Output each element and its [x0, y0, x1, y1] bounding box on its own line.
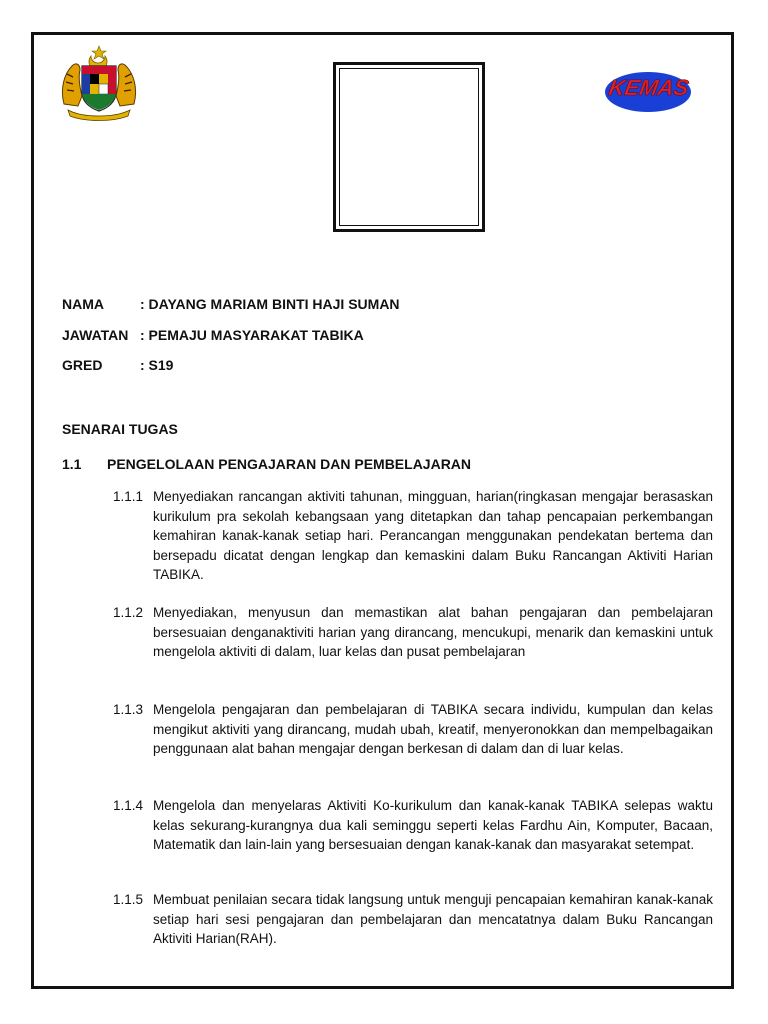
item-number: 1.1.2	[113, 605, 144, 620]
item-number: 1.1.5	[113, 892, 144, 907]
nama-value: : DAYANG MARIAM BINTI HAJI SUMAN	[140, 296, 400, 312]
coat-of-arms-icon	[58, 44, 140, 122]
gred-label: GRED	[62, 357, 103, 373]
item-text: Mengelola dan menyelaras Aktiviti Ko-kurikulum dan kanak-kanak TABIKA selepas waktu kelas sekurang-kurangnya dua kali seminggu seperti kelas Fardhu Ain, Komputer, Bacaan, Matematik dan lain-lain yang bersesuaian dengan kanak-kanak dan masyarakat setempat.	[153, 798, 713, 852]
senarai-tugas-heading: SENARAI TUGAS	[62, 421, 178, 437]
gred-value: : S19	[140, 357, 174, 373]
item-text: Mengelola pengajaran dan pembelajaran di TABIKA secara individu, kumpulan dan kelas mengikut aktiviti yang dirancang, mudah ubah, kreatif, menyeronokkan dan mempelbagaikan penggunaan alat bahan mengajar dengan berkesan di dalam dan di luar kelas.	[153, 702, 713, 756]
section-number: 1.1	[62, 456, 82, 472]
jawatan-label: JAWATAN	[62, 327, 129, 343]
kemas-logo	[600, 58, 696, 116]
item-text: Membuat penilaian secara tidak langsung untuk menguji pencapaian kemahiran kanak-kanak setiap hari sesi pengajaran dan pembelajaran dan mencatatnya dalam Buku Rancangan Aktiviti Harian(RAH).	[153, 892, 713, 946]
section-title: PENGELOLAAN PENGAJARAN DAN PEMBELAJARAN	[107, 456, 472, 472]
item-text: Menyediakan, menyusun dan memastikan alat bahan pengajaran dan pembelajaran bersesuaian denganaktiviti harian yang dirancang, mencukupi, menarik dan kemaskini untuk mengelola aktiviti di dalam, luar kelas dan pusat pembelajaran	[153, 605, 713, 659]
item-text: Menyediakan rancangan aktiviti tahunan, mingguan, harian(ringkasan mengajar berasaskan kurikulum pra sekolah kebangsaan yang ditetapkan dan tahap pencapaian perkembangan kemahiran kanak-kanak setiap hari. Perancangan menggunakan pendekatan bertema dan bersepadu dicatat dengan lengkap dan kemaskini dalam Buku Rancangan Aktiviti Harian TABIKA.	[153, 489, 713, 582]
photo-frame	[333, 62, 485, 232]
field-nama	[62, 296, 400, 312]
field-gred	[62, 357, 173, 373]
nama-label: NAMA	[62, 296, 104, 312]
field-jawatan	[62, 327, 364, 343]
jawatan-value: : PEMAJU MASYARAKAT TABIKA	[140, 327, 364, 343]
photo-frame-inner	[339, 68, 479, 226]
item-number: 1.1.4	[113, 798, 144, 813]
item-number: 1.1.1	[113, 489, 144, 504]
item-number: 1.1.3	[113, 702, 144, 717]
kemas-logo-text: KEMAS	[606, 75, 691, 100]
